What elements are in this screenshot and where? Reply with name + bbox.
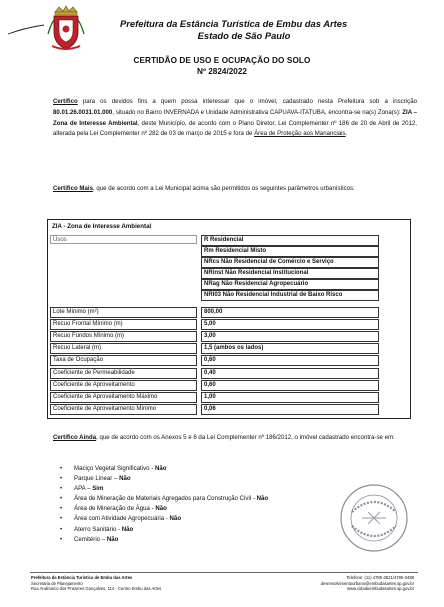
param-value: 3,00	[201, 331, 379, 342]
registration-number: 80.01.26.0031.01.000	[53, 108, 113, 116]
para1-text-1: para os devidos fins a quem possa interessar que o imóvel, cadastrado nesta Prefeitura sob a inscrição	[77, 98, 417, 105]
param-label: Recuo Lateral (m)	[50, 343, 197, 354]
footer-divider	[30, 572, 418, 573]
table-title: ZIA - Zona de Interesse Ambiental	[52, 223, 152, 230]
bullet-icon: •	[60, 515, 63, 523]
param-label: Coeficiente de Aproveitamento Máximo	[50, 392, 197, 403]
document-title: CERTIDÃO DE USO E OCUPAÇÃO DO SOLO	[133, 56, 311, 65]
list-item: • APA – Sim	[60, 484, 390, 494]
usos-row: NRag Não Residencial Agropecuário	[201, 279, 379, 290]
list-item: • Área de Mineração de Água - Não	[60, 504, 390, 514]
signature-mark-icon	[6, 24, 46, 36]
footer-address: Prefeitura da Estância Turística de Embu das Artes Secretaria de Planejamento Rua Andronico dos Prazeres Gonçalves, 114 - Centro Embu das Artes	[31, 575, 162, 592]
lead-certifico-ainda: Certifico Ainda	[53, 434, 97, 441]
footer-email[interactable]: desenvolvimentourbano@embudasartes.sp.gov.br	[320, 580, 414, 586]
bullet-icon: •	[60, 475, 63, 483]
param-value: 0,60	[201, 380, 379, 391]
bullet-icon: •	[60, 485, 63, 493]
param-label: Coeficiente de Permeabilidade	[50, 368, 197, 379]
usos-row: NRI03 Não Residencial Industrial de Baixo Risco	[201, 290, 379, 301]
footer-contact: Telefone: (11) 4785-3521/4785-3488 desenvolvimentourbano@embudasartes.sp.gov.br www.cidadeembudasartes.sp.gov.br	[300, 575, 414, 592]
list-item: • Maciço Vegetal Significativo - Não	[60, 464, 390, 474]
list-item: • Cemitério – Não	[60, 535, 390, 545]
param-value: 1,00	[201, 392, 379, 403]
param-label: Recuo Frontal Mínimo (m)	[50, 319, 197, 330]
usos-row: NRinst Não Residencial Institucional	[201, 268, 379, 279]
para3-text: , que de acordo com os Anexos 5 e 6 da Lei Complementer nº 186/2012, o imóvel cadastrado encontra-se em:	[96, 434, 395, 441]
param-value: 0,60	[201, 355, 379, 366]
param-label: Recuo Fundos Mínimo (m)	[50, 331, 197, 342]
param-label: Coeficiente de Aproveitamento Mínimo	[50, 404, 197, 415]
bullet-icon: •	[60, 535, 63, 543]
param-label: Lote Mínimo (m²)	[50, 307, 197, 318]
usos-row: Rm Residencial Misto	[201, 246, 379, 257]
param-label: Coeficiente de Aproveitamento	[50, 380, 197, 391]
param-value: 5,00	[201, 319, 379, 330]
protection-area: Área de Proteção aos Mananciais	[254, 130, 346, 138]
paragraph-certifico	[53, 97, 417, 140]
bullet-icon: •	[60, 495, 63, 503]
lead-certifico-mais: Certifico Mais	[53, 185, 93, 192]
footer-website[interactable]: www.cidadeembudasartes.sp.gov.br	[347, 586, 414, 592]
header-line-1: Prefeitura da Estância Turística de Embu das Artes	[120, 18, 348, 29]
para1-text-3: , deste Município, de acordo com o Plano Diretor, Lei Complementer nº 186 de 20 de Abril de 2012, alterada pela Lei Complementer nº 282 de 03 de março de 2015 e fora de	[53, 119, 417, 138]
paragraph-certifico-mais	[53, 184, 417, 195]
document-number: Nº 2824/2022	[197, 67, 247, 76]
usos-label: Usos	[50, 235, 197, 244]
bullet-icon: •	[60, 505, 63, 513]
list-item: • Área com Atividade Agropecuária - Não	[60, 514, 390, 524]
param-value: 800,00	[201, 307, 379, 318]
param-value: 0,06	[201, 404, 379, 415]
bullet-icon: •	[60, 465, 63, 472]
para1-text-4: .	[345, 130, 348, 138]
list-item: • Aterro Sanitário - Não	[60, 525, 390, 535]
official-seal-stamp-icon	[338, 482, 410, 554]
zone-name: ZIA – Zona de Interesse Ambiental	[53, 108, 417, 127]
param-label: Taxa de Ocupação	[50, 355, 197, 366]
parameters-table	[47, 219, 411, 419]
municipal-coat-of-arms-icon	[46, 4, 86, 52]
header-line-2: Estado de São Paulo	[197, 30, 291, 41]
para2-text: , que de acordo com a Lei Municipal acima são permitidos os seguintes parâmetros urbanísticos:	[92, 185, 355, 192]
param-value: 1,5 (ambos os lados)	[201, 343, 379, 354]
usos-row: R Residencial	[201, 235, 379, 246]
para1-text-2: , situado no Bairro INVERNADA e Unidade Administrativa CAPUAVA-ITATUBA, encontra-se na(s) Zona(s):	[112, 108, 403, 116]
param-value: 0,40	[201, 368, 379, 379]
lead-certifico: Certifico	[53, 98, 78, 105]
list-item: • Área de Mineração de Materiais Agregados para Construção Civil - Não	[60, 494, 390, 504]
bullet-icon: •	[60, 525, 63, 533]
paragraph-certifico-ainda	[53, 433, 417, 444]
list-item: • Parque Linear – Não	[60, 474, 390, 484]
usos-row: NRcs Não Residencial de Comércio e Serviço	[201, 257, 379, 268]
